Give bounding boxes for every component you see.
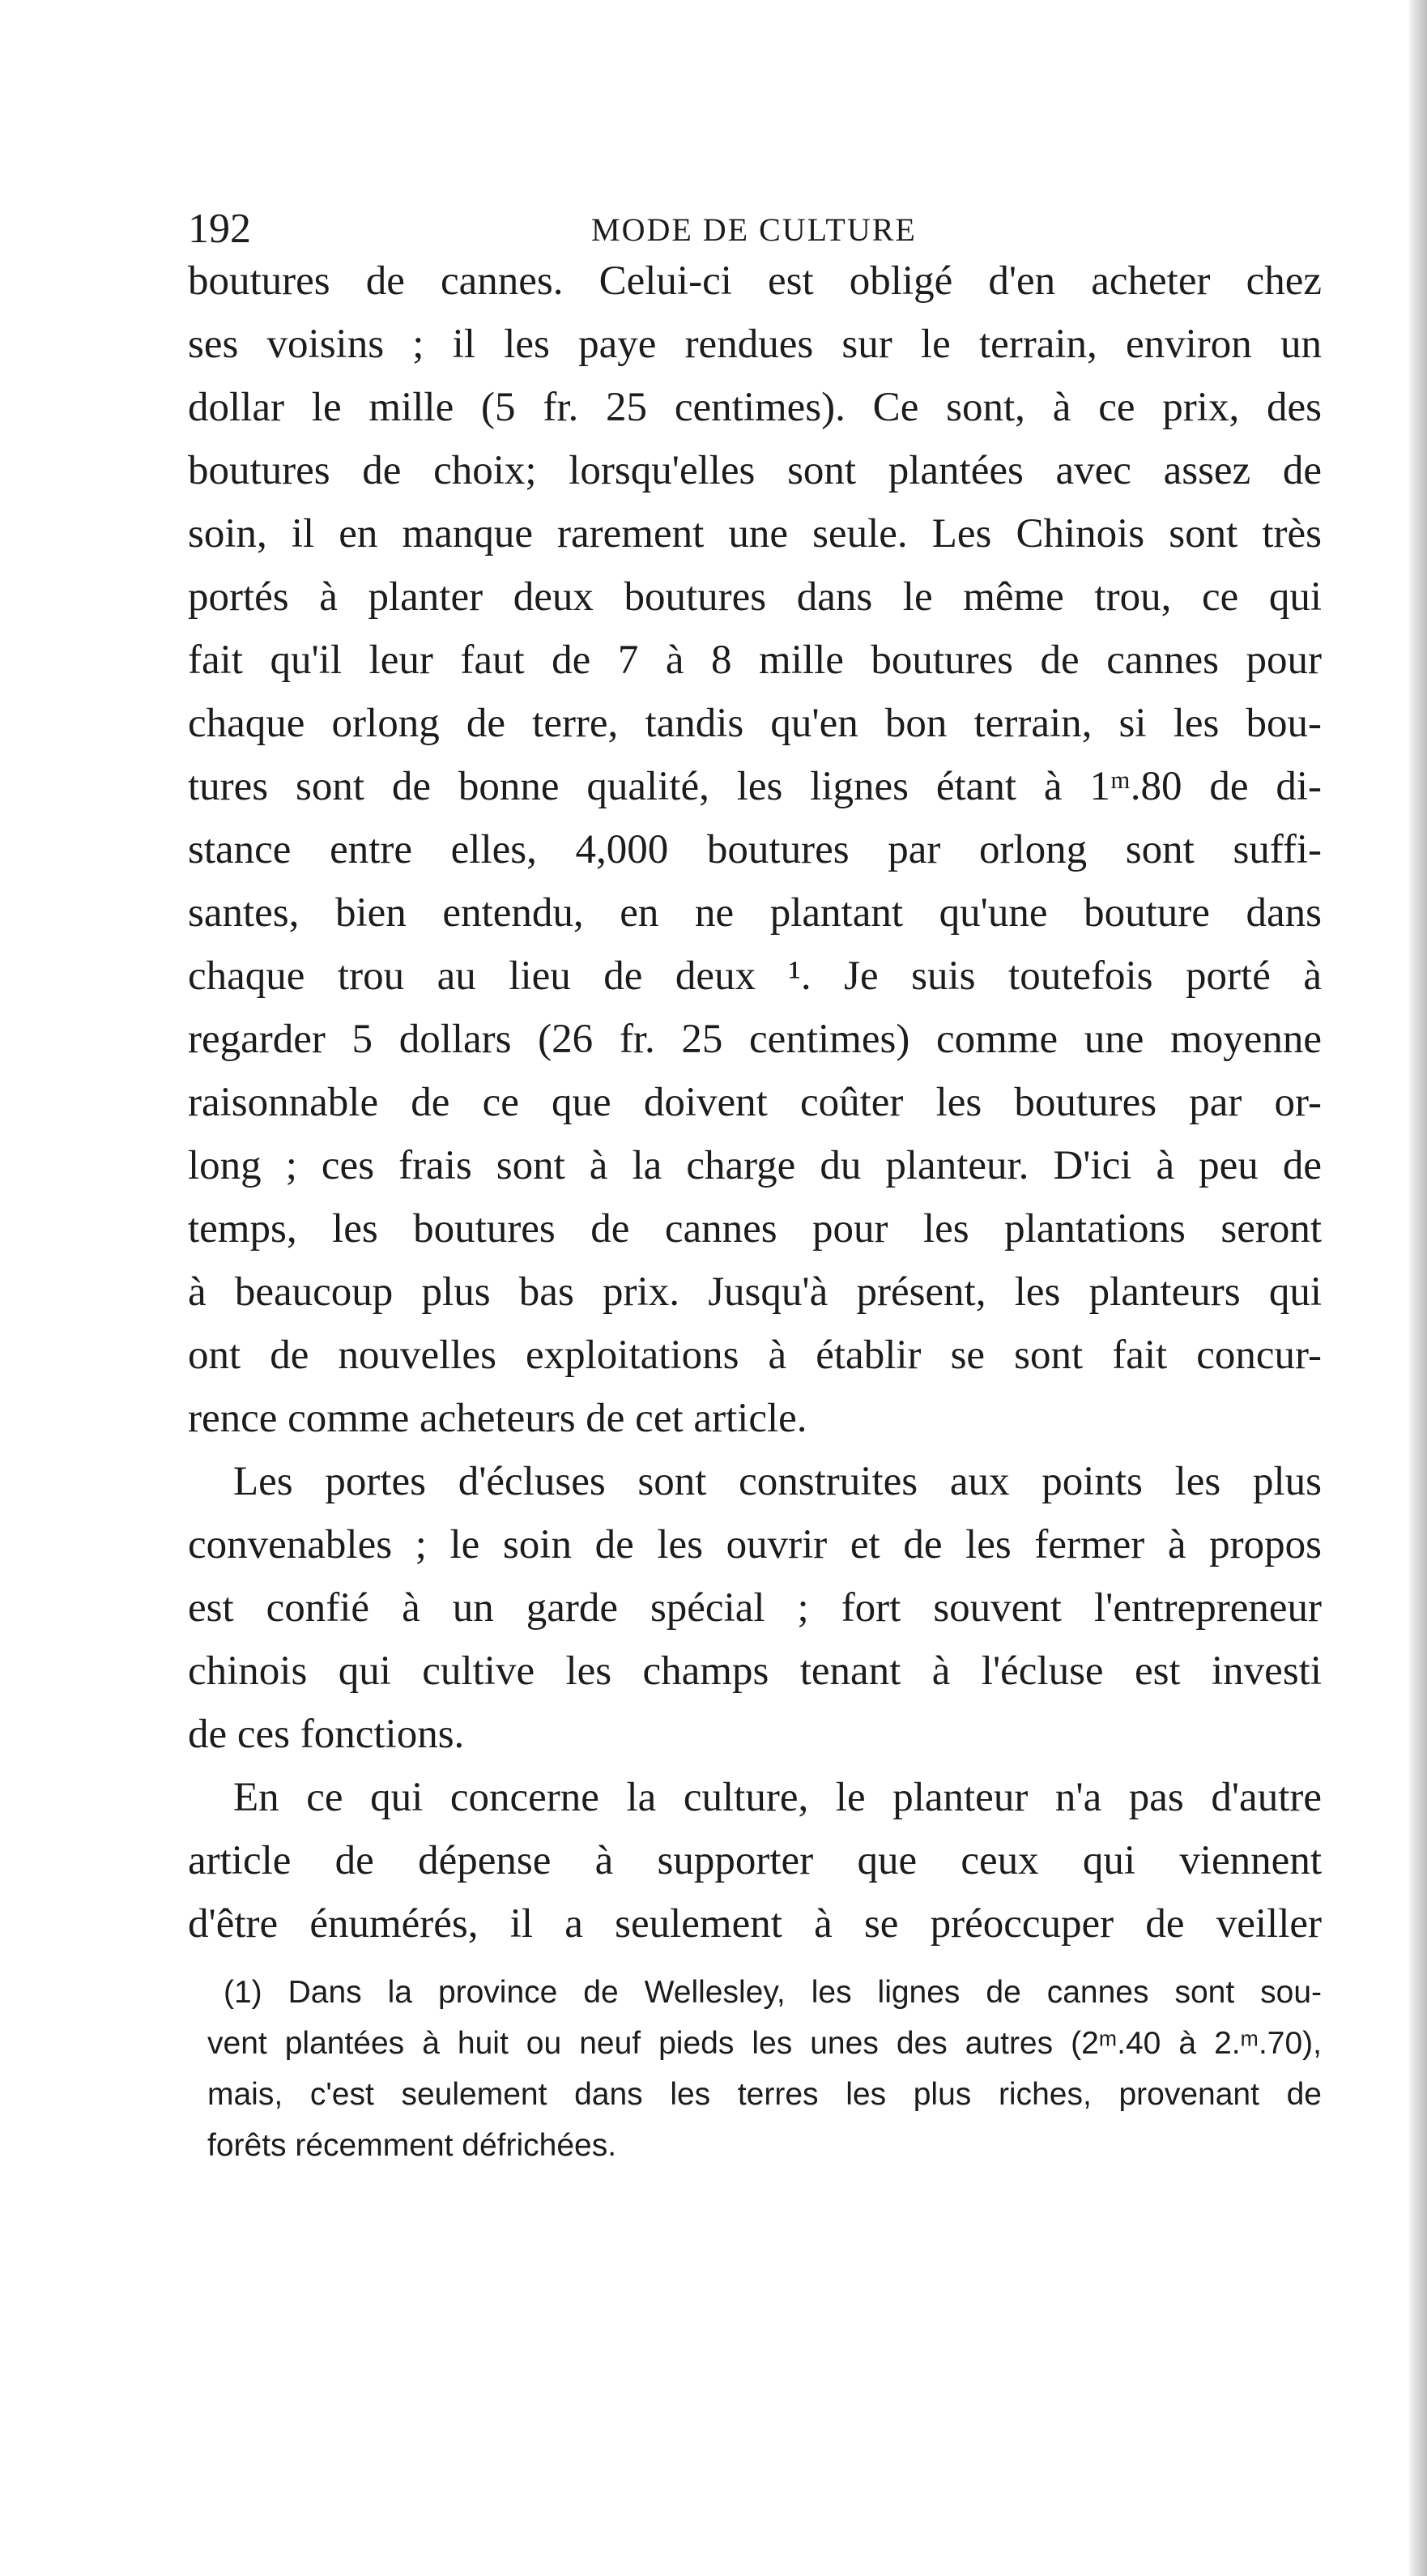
footnote	[207, 1967, 1322, 2171]
body-line: article de dépense à supporter que ceux qui viennent	[188, 1838, 1322, 1883]
body-line: dollar le mille (5 fr. 25 centimes). Ce sont, à ce prix, des	[188, 385, 1322, 430]
body-line: de ces fonctions.	[188, 1712, 465, 1757]
paragraph-start-line: Les portes d'écluses sont construites aux points les plus	[233, 1459, 1322, 1504]
running-head: MODE DE CULTURE	[591, 211, 917, 248]
body-line: d'être énumérés, il a seulement à se préoccuper de veiller	[188, 1901, 1322, 1947]
page-number: 192	[188, 206, 251, 252]
body-line: soin, il en manque rarement une seule. Les Chinois sont très	[188, 511, 1322, 557]
body-line: regarder 5 dollars (26 fr. 25 centimes) comme une moyenne	[188, 1017, 1322, 1062]
body-line: boutures de choix; lorsqu'elles sont plantées avec assez de	[188, 448, 1322, 493]
page-edge-shadow	[1409, 0, 1427, 2576]
footnote-line: vent plantées à huit ou neuf pieds les unes des autres (2ᵐ.40 à 2.ᵐ.70),	[207, 2026, 1322, 2061]
body-line: temps, les boutures de cannes pour les plantations seront	[188, 1206, 1322, 1252]
body-line: ses voisins ; il les paye rendues sur le terrain, environ un	[188, 322, 1322, 367]
body-line: long ; ces frais sont à la charge du planteur. D'ici à peu de	[188, 1143, 1322, 1188]
body-line: boutures de cannes. Celui-ci est obligé d'en acheter chez	[188, 258, 1322, 304]
body-line: chaque orlong de terre, tandis qu'en bon terrain, si les bou-	[188, 701, 1322, 746]
body-line: chinois qui cultive les champs tenant à l'écluse est investi	[188, 1648, 1322, 1694]
body-line: chaque trou au lieu de deux ¹. Je suis toutefois porté à	[188, 953, 1322, 999]
body-line: convenables ; le soin de les ouvrir et de les fermer à propos	[188, 1522, 1322, 1567]
footnote-line: forêts récemment défrichées.	[207, 2128, 617, 2163]
body-line: stance entre elles, 4,000 boutures par orlong sont suffi-	[188, 827, 1322, 872]
body-line: à beaucoup plus bas prix. Jusqu'à présent, les planteurs qui	[188, 1269, 1322, 1315]
footnote-line: mais, c'est seulement dans les terres les plus riches, provenant de	[207, 2077, 1322, 2112]
body-line: fait qu'il leur faut de 7 à 8 mille boutures de cannes pour	[188, 638, 1322, 683]
body-line: tures sont de bonne qualité, les lignes étant à 1ᵐ.80 de di-	[188, 764, 1322, 809]
footnote-line: (1) Dans la province de Wellesley, les lignes de cannes sont sou-	[224, 1975, 1322, 2010]
body-line: rence comme acheteurs de cet article.	[188, 1396, 807, 1441]
body-line: est confié à un garde spécial ; fort souvent l'entrepreneur	[188, 1585, 1322, 1631]
body-text	[188, 249, 1322, 1955]
body-line: raisonnable de ce que doivent coûter les boutures par or-	[188, 1080, 1322, 1125]
body-line: ont de nouvelles exploitations à établir se sont fait concur-	[188, 1333, 1322, 1378]
body-line: santes, bien entendu, en ne plantant qu'une bouture dans	[188, 890, 1322, 936]
body-line: portés à planter deux boutures dans le même trou, ce qui	[188, 574, 1322, 620]
paragraph-start-line: En ce qui concerne la culture, le planteur n'a pas d'autre	[233, 1775, 1322, 1820]
